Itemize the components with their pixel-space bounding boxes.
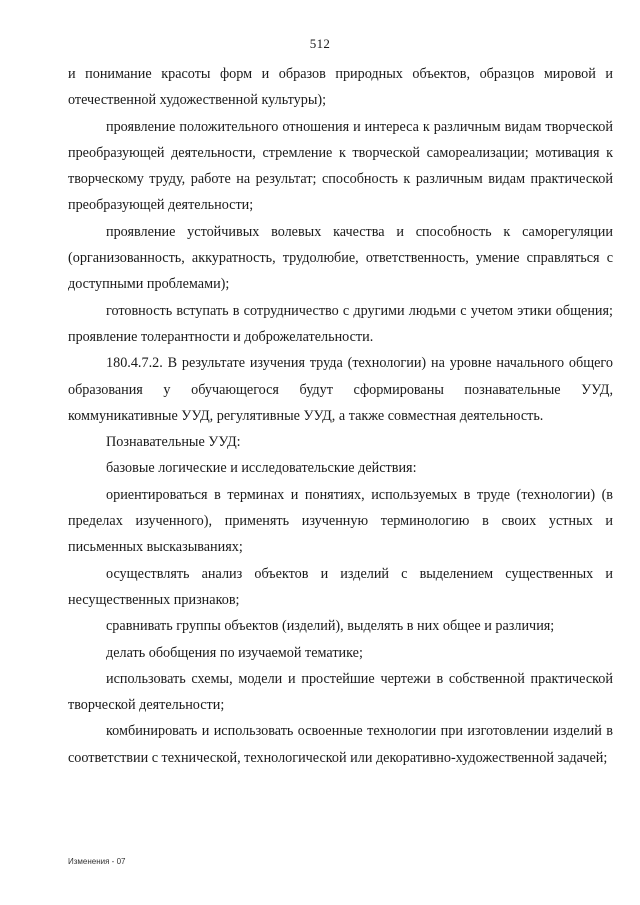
page-number: 512 xyxy=(309,36,331,51)
paragraph: проявление устойчивых волевых качества и способность к саморегуляции (организованность, аккуратность, трудолюбие, ответственность, умение справляться с доступными проблемами); xyxy=(68,223,613,293)
paragraph: делать обобщения по изучаемой тематике; xyxy=(106,644,363,661)
paragraph: проявление положительного отношения и интереса к различным видам творческой преобразующей деятельности, стремление к творческой самореализации; мотивация к творческому труду, работе на результат; способность к различным видам практической преобразующей деятельности; xyxy=(68,118,613,214)
paragraph: использовать схемы, модели и простейшие чертежи в собственной практической творческой деятельности; xyxy=(68,670,613,714)
paragraph: ориентироваться в терминах и понятиях, используемых в труде (технологии) (в пределах изученного), применять изученную терминологию в своих устных и письменных высказываниях; xyxy=(68,486,613,556)
paragraph: сравнивать группы объектов (изделий), выделять в них общее и различия; xyxy=(106,618,555,635)
paragraph: базовые логические и исследовательские действия: xyxy=(106,460,417,477)
paragraph: и понимание красоты форм и образов природных объектов, образцов мировой и отечественной художественной культуры); xyxy=(68,66,613,109)
footer-note: Изменения - 07 xyxy=(68,857,126,866)
section-heading: Познавательные УУД: xyxy=(106,434,241,451)
paragraph: комбинировать и использовать освоенные технологии при изготовлении изделий в соответствии с технической, технологической или декоративно-художественной задачей; xyxy=(68,723,613,766)
paragraph: готовность вступать в сотрудничество с другими людьми с учетом этики общения; проявление толерантности и доброжелательности. xyxy=(68,302,613,345)
document-body xyxy=(68,61,613,771)
paragraph: 180.4.7.2. В результате изучения труда (технологии) на уровне начального общего образования у обучающегося будут сформированы познавательные УУД, коммуникативные УУД, регулятивные УУД, а также совместная деятельность. xyxy=(68,355,613,424)
paragraph: осуществлять анализ объектов и изделий с выделением существенных и несущественных признаков; xyxy=(68,565,613,608)
